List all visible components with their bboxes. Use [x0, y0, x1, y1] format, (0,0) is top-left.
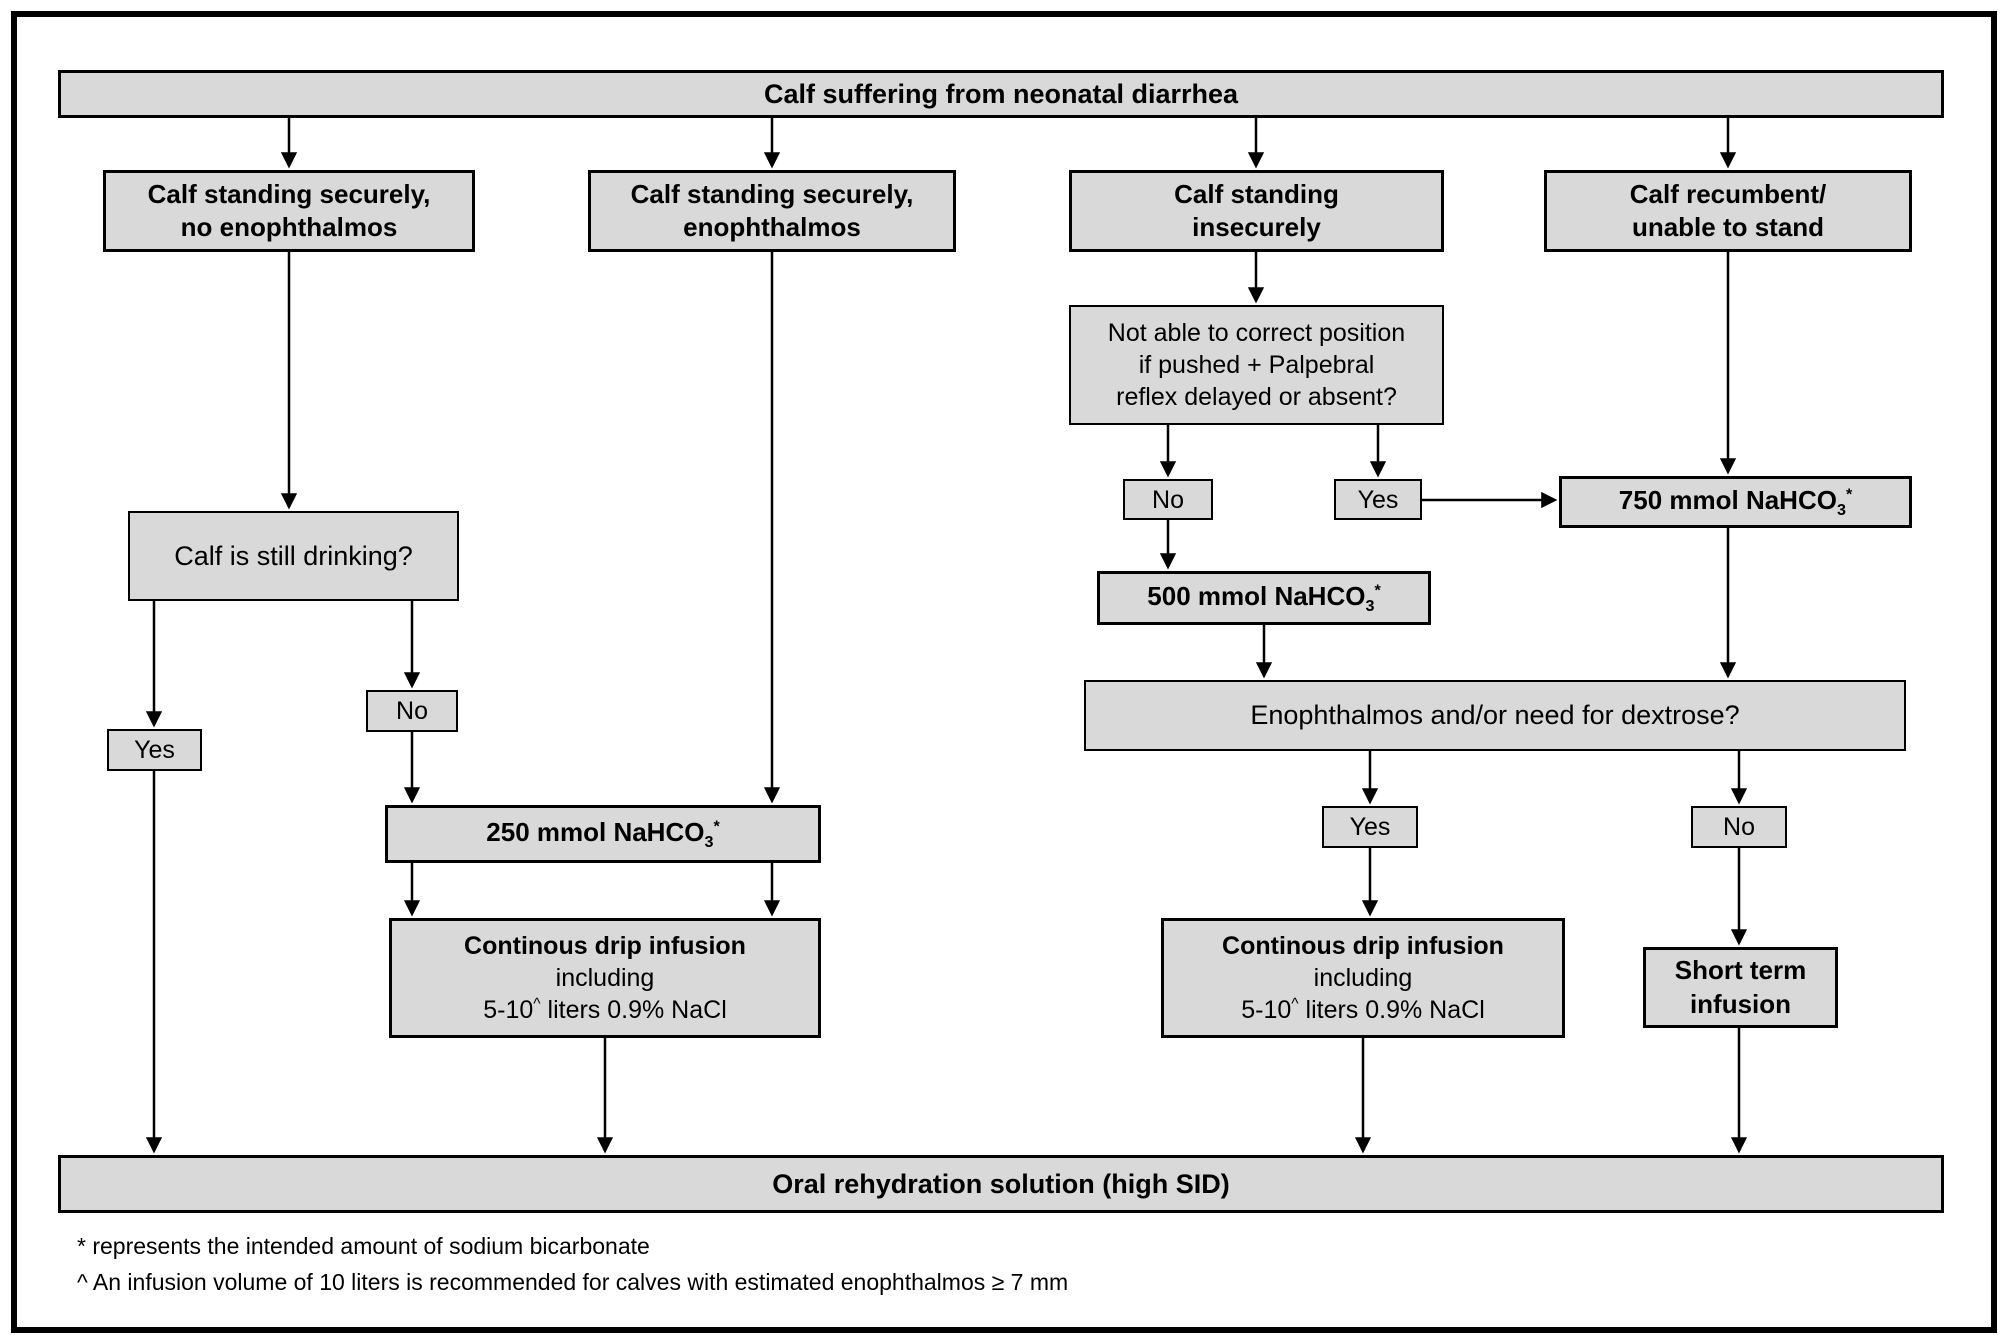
chemical-text: 250 mmol NaHCO — [486, 816, 705, 847]
node-line — [483, 994, 727, 1026]
node-line: enophthalmos — [683, 212, 861, 242]
node-position-no: No — [1123, 479, 1213, 520]
volume-text: 5-10 — [1241, 996, 1292, 1024]
volume-text: 5-10 — [483, 996, 534, 1024]
node-line: unable to stand — [1631, 212, 1825, 242]
node-line: Calf standing — [1174, 178, 1339, 209]
node-drip-infusion-right — [1161, 918, 1565, 1038]
footnote-marker: ^ — [533, 995, 541, 1013]
chemical-subscript: 3 — [704, 832, 714, 851]
footnote-marker: * — [1374, 580, 1381, 599]
node-line: infusion — [1689, 988, 1792, 1019]
node-oral-rehydration: Oral rehydration solution (high SID) — [58, 1155, 1944, 1213]
node-line: Calf standing securely, — [147, 178, 431, 209]
node-line — [1619, 484, 1852, 521]
node-line: Calf standing securely, — [630, 178, 914, 209]
node-enophthalmos-dextrose-question: Enophthalmos and/or need for dextrose? — [1084, 680, 1906, 751]
node-line: Calf recumbent/ — [1629, 178, 1827, 209]
node-line — [1241, 994, 1485, 1026]
footnote-marker: * — [1845, 484, 1853, 503]
node-line: insecurely — [1192, 212, 1321, 242]
node-standing-insecurely — [1069, 170, 1444, 252]
node-drinking-no: No — [366, 690, 458, 732]
node-position-yes: Yes — [1334, 479, 1422, 520]
node-500-mmol-nahco3 — [1097, 571, 1431, 625]
node-short-term-infusion — [1643, 947, 1838, 1028]
footnote-sodium-bicarbonate: * represents the intended amount of sodium bicarbonate — [77, 1233, 650, 1259]
node-line: including — [1313, 964, 1413, 992]
chemical-text: 500 mmol NaHCO — [1147, 580, 1366, 611]
footnote-marker: * — [713, 816, 720, 835]
node-250-mmol-nahco3 — [385, 805, 821, 863]
chemical-subscript: 3 — [1836, 500, 1846, 519]
node-standing-securely-no-enophthalmos — [103, 170, 475, 252]
node-drip-infusion-left — [389, 918, 821, 1038]
chemical-text: 750 mmol NaHCO — [1618, 484, 1837, 515]
volume-text: liters 0.9% NaCl — [540, 996, 727, 1024]
node-enophthalmos-no: No — [1691, 806, 1787, 848]
chemical-subscript: 3 — [1365, 596, 1375, 615]
node-750-mmol-nahco3 — [1559, 476, 1912, 528]
node-still-drinking-question: Calf is still drinking? — [128, 511, 459, 601]
node-standing-securely-enophthalmos — [588, 170, 956, 252]
volume-text: liters 0.9% NaCl — [1298, 996, 1485, 1024]
node-line: no enophthalmos — [180, 212, 398, 242]
node-line: including — [555, 964, 655, 992]
node-line — [486, 816, 719, 853]
footnote-infusion-volume: ^ An infusion volume of 10 liters is recommended for calves with estimated enophthalmos ≥ 7 mm — [77, 1269, 1069, 1295]
node-line: Continous drip infusion — [464, 932, 746, 960]
node-line: reflex delayed or absent? — [1116, 383, 1397, 411]
node-not-able-to-correct-question — [1069, 305, 1444, 425]
node-line: Short term — [1674, 955, 1807, 986]
node-line: Not able to correct position — [1107, 319, 1406, 347]
node-line — [1147, 580, 1380, 617]
node-line: Continous drip infusion — [1222, 932, 1504, 960]
node-line: if pushed + Palpebral — [1138, 351, 1375, 379]
node-enophthalmos-yes: Yes — [1322, 806, 1418, 848]
footnote-marker: ^ — [1291, 995, 1299, 1013]
node-recumbent-unable-to-stand — [1544, 170, 1912, 252]
node-start: Calf suffering from neonatal diarrhea — [58, 70, 1944, 118]
node-drinking-yes: Yes — [107, 729, 202, 771]
